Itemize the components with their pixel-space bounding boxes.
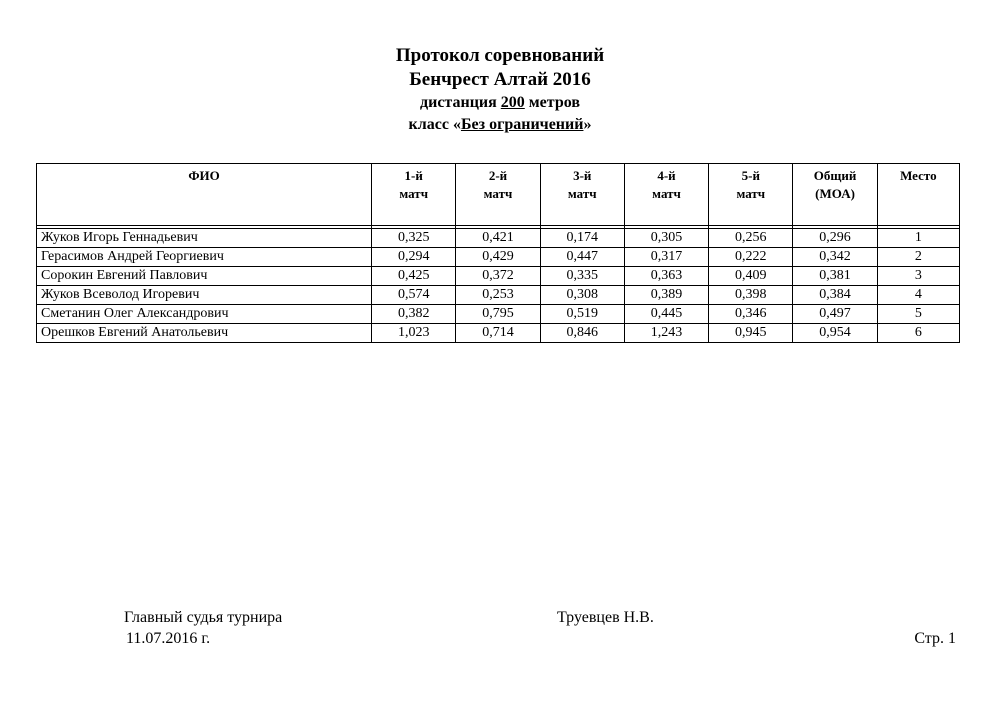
- header-row: [37, 164, 960, 226]
- document-title: Протокол соревнований: [395, 45, 605, 66]
- cell-total: 0,497: [793, 305, 877, 324]
- class-suffix: »: [583, 116, 592, 133]
- header-place: Место: [877, 164, 959, 226]
- cell-place: 4: [877, 286, 959, 305]
- cell-total: 0,342: [793, 248, 877, 267]
- header-match-1: 1-й матч: [372, 164, 456, 226]
- chief-judge-name: Труевцев Н.В.: [557, 609, 654, 626]
- cell-m4: 0,445: [624, 305, 708, 324]
- cell-m4: 0,363: [624, 267, 708, 286]
- table-row: [37, 229, 960, 248]
- cell-total: 0,954: [793, 324, 877, 343]
- class-value: Без ограничений: [460, 116, 584, 133]
- cell-m2: 0,421: [456, 229, 540, 248]
- cell-m3: 0,308: [540, 286, 624, 305]
- cell-place: 3: [877, 267, 959, 286]
- cell-m5: 0,398: [709, 286, 793, 305]
- cell-total: 0,384: [793, 286, 877, 305]
- cell-m5: 0,346: [709, 305, 793, 324]
- cell-m1: 1,023: [372, 324, 456, 343]
- cell-m3: 0,335: [540, 267, 624, 286]
- cell-m2: 0,253: [456, 286, 540, 305]
- table-row: [37, 305, 960, 324]
- header-match-2: 2-й матч: [456, 164, 540, 226]
- cell-m2: 0,429: [456, 248, 540, 267]
- cell-name: Жуков Всеволод Игоревич: [37, 286, 372, 305]
- cell-m4: 0,317: [624, 248, 708, 267]
- class-prefix: класс «: [408, 116, 461, 133]
- cell-m3: 0,447: [540, 248, 624, 267]
- cell-place: 1: [877, 229, 959, 248]
- cell-m1: 0,382: [372, 305, 456, 324]
- cell-place: 2: [877, 248, 959, 267]
- cell-m5: 0,256: [709, 229, 793, 248]
- results-table: [36, 163, 960, 343]
- cell-place: 5: [877, 305, 959, 324]
- distance-line: [0, 92, 1000, 114]
- cell-m1: 0,294: [372, 248, 456, 267]
- cell-name: Жуков Игорь Геннадьевич: [37, 229, 372, 248]
- cell-m1: 0,574: [372, 286, 456, 305]
- cell-m5: 0,409: [709, 267, 793, 286]
- class-line: [0, 114, 1000, 136]
- header-total: Общий (МОА): [793, 164, 877, 226]
- cell-m1: 0,425: [372, 267, 456, 286]
- header-match-4: 4-й матч: [624, 164, 708, 226]
- distance-prefix: дистанция: [420, 94, 501, 111]
- header-match-5: 5-й матч: [709, 164, 793, 226]
- cell-m2: 0,714: [456, 324, 540, 343]
- cell-m4: 0,389: [624, 286, 708, 305]
- chief-judge-label: Главный судья турнира: [124, 609, 283, 626]
- competition-name: Бенчрест Алтай 2016: [409, 69, 591, 90]
- cell-total: 0,381: [793, 267, 877, 286]
- table-row: [37, 248, 960, 267]
- cell-m3: 0,846: [540, 324, 624, 343]
- cell-m4: 1,243: [624, 324, 708, 343]
- header-match-3: 3-й матч: [540, 164, 624, 226]
- cell-m3: 0,519: [540, 305, 624, 324]
- table-row: [37, 324, 960, 343]
- cell-name: Орешков Евгений Анатольевич: [37, 324, 372, 343]
- cell-name: Герасимов Андрей Георгиевич: [37, 248, 372, 267]
- cell-m4: 0,305: [624, 229, 708, 248]
- cell-place: 6: [877, 324, 959, 343]
- distance-suffix: метров: [524, 94, 580, 111]
- header-name: ФИО: [37, 164, 372, 226]
- document-header: [0, 44, 1000, 136]
- cell-total: 0,296: [793, 229, 877, 248]
- cell-m1: 0,325: [372, 229, 456, 248]
- page-number: Стр. 1: [914, 630, 956, 647]
- cell-name: Сорокин Евгений Павлович: [37, 267, 372, 286]
- results-body: [37, 226, 960, 343]
- cell-m5: 0,945: [709, 324, 793, 343]
- cell-m2: 0,795: [456, 305, 540, 324]
- table-row: [37, 267, 960, 286]
- cell-name: Сметанин Олег Александрович: [37, 305, 372, 324]
- distance-value: 200: [500, 94, 525, 111]
- document-date: 11.07.2016 г.: [126, 630, 211, 647]
- cell-m3: 0,174: [540, 229, 624, 248]
- cell-m5: 0,222: [709, 248, 793, 267]
- table-row: [37, 286, 960, 305]
- cell-m2: 0,372: [456, 267, 540, 286]
